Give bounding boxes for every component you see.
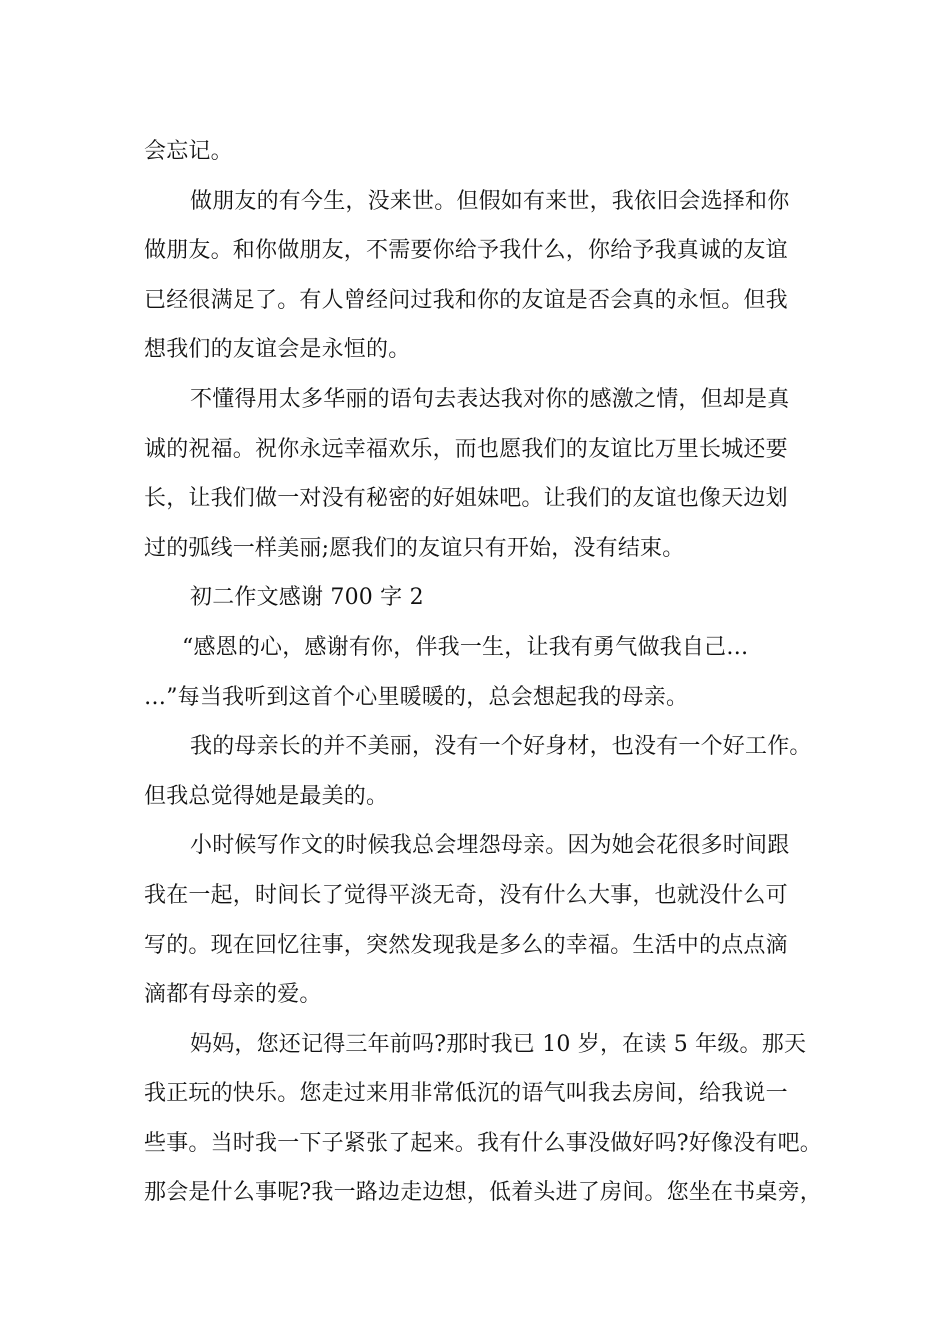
- text-line: 会忘记。: [144, 139, 233, 164]
- paragraph-three-years-ago: [144, 1020, 824, 1218]
- text-line: 滴都有母亲的爱。: [144, 982, 322, 1008]
- text-line: 些事。当时我一下子紧张了起来。我有什么事没做好吗?好像没有吧。: [144, 1130, 822, 1156]
- paragraph-mother-appearance: [144, 722, 824, 821]
- text-line: 那会是什么事呢?我一路边走边想，低着头进了房间。您坐在书桌旁，: [144, 1180, 822, 1206]
- text-line: 不懂得用太多华丽的语句去表达我对你的感激之情，但却是真: [190, 386, 790, 412]
- text-line: 长，让我们做一对没有秘密的好姐妹吧。让我们的友谊也像天边划: [144, 486, 788, 512]
- paragraph-song-quote: [144, 623, 824, 722]
- text-line: 想我们的友谊会是永恒的。: [144, 337, 411, 363]
- text-line: 做朋友。和你做朋友，不需要你给予我什么，你给予我真诚的友谊: [144, 238, 788, 264]
- text-line: 我的母亲长的并不美丽，没有一个好身材，也没有一个好工作。: [190, 734, 812, 760]
- text-line: 我正玩的快乐。您走过来用非常低沉的语气叫我去房间，给我说一: [144, 1081, 788, 1107]
- text-line: 妈妈，您还记得三年前吗?那时我已 10 岁，在读 5 年级。那天: [190, 1031, 807, 1057]
- text-line: “感恩的心，感谢有你，伴我一生，让我有勇气做我自己…: [182, 634, 749, 660]
- paragraph-blessing: [144, 375, 824, 573]
- text-line: 已经很满足了。有人曾经问过我和你的友谊是否会真的永恒。但我: [144, 287, 788, 313]
- text-line: 小时候写作文的时候我总会埋怨母亲。因为她会花很多时间跟: [190, 833, 790, 859]
- paragraph-friendship-choice: [144, 177, 824, 375]
- text-line: 但我总觉得她是最美的。: [144, 783, 389, 809]
- essay-title: 初二作文感谢 700 字 2: [190, 585, 424, 611]
- text-line: 写的。现在回忆往事，突然发现我是多么的幸福。生活中的点点滴: [144, 932, 788, 958]
- paragraph-childhood: [144, 821, 824, 1019]
- text-line: 做朋友的有今生，没来世。但假如有来世，我依旧会选择和你: [190, 188, 790, 214]
- text-line: 过的弧线一样美丽;愿我们的友谊只有开始，没有结束。: [144, 535, 685, 561]
- text-line: 我在一起，时间长了觉得平淡无奇，没有什么大事，也就没什么可: [144, 882, 788, 908]
- text-line: 诚的祝福。祝你永远幸福欢乐，而也愿我们的友谊比万里长城还要: [144, 436, 788, 462]
- paragraph-continuation: [144, 127, 824, 177]
- essay-heading: [144, 573, 824, 623]
- text-line: …”每当我听到这首个心里暖暖的，总会想起我的母亲。: [144, 684, 689, 710]
- document-body: [144, 127, 824, 1218]
